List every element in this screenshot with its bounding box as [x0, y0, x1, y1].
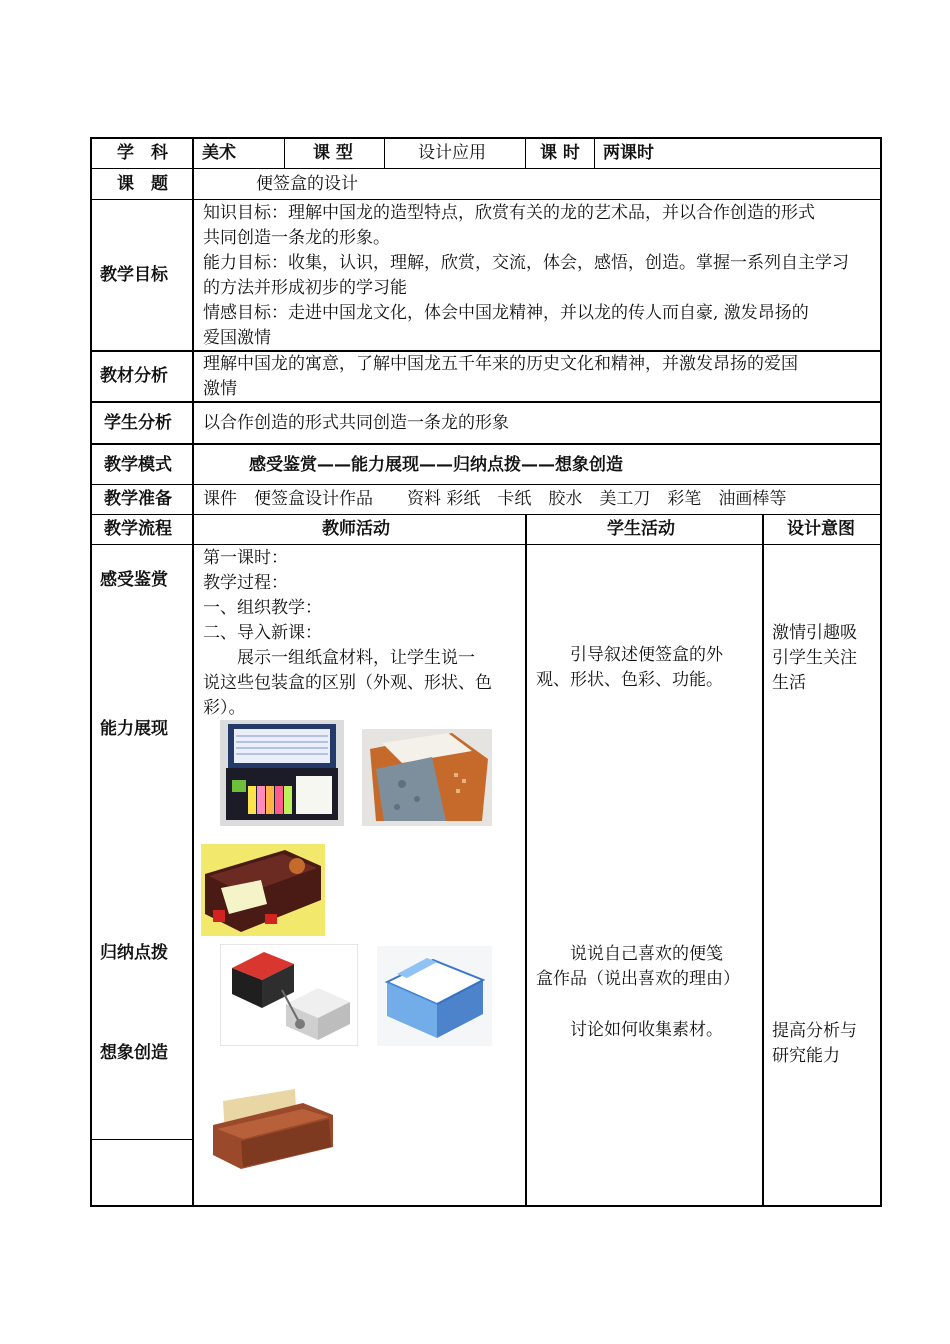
- student-activity-3: 讨论如何收集素材。: [536, 1020, 723, 1040]
- stage-label-appreciation: 感受鉴赏: [100, 570, 168, 590]
- subject-label: 学 科: [117, 143, 168, 163]
- stage-label-imagination: 想象创造: [100, 1043, 168, 1063]
- objective-knowledge-line2: 共同创造一条龙的形象。: [203, 228, 390, 248]
- column-divider: [284, 137, 285, 169]
- student-analysis-label: 学生分析: [104, 413, 172, 433]
- subject-value: 美术: [202, 143, 236, 163]
- stone-memo-box-photo: [362, 729, 492, 826]
- blue-memo-box-photo: [377, 946, 492, 1046]
- teaching-mode-label: 教学模式: [104, 455, 172, 475]
- table-border-left: [90, 137, 92, 1207]
- col-student-header: 学生活动: [607, 519, 675, 539]
- objective-knowledge-line1: 知识目标：理解中国龙的造型特点，欣赏有关的龙的艺术品，并以合作创造的形式: [203, 203, 815, 223]
- table-border-right: [880, 137, 882, 1207]
- cube-memo-box-photo: [220, 944, 358, 1046]
- lesson-type-value: 设计应用: [418, 143, 486, 163]
- col-teacher-header: 教师活动: [322, 519, 390, 539]
- lesson-type-label: 课 型: [313, 143, 353, 163]
- hours-value: 两课时: [603, 143, 654, 163]
- objectives-label: 教学目标: [100, 265, 168, 285]
- intent-1-line3: 生活: [772, 673, 806, 693]
- teacher-line: 第一课时：: [203, 548, 288, 568]
- col-intent-header: 设计意图: [787, 519, 855, 539]
- sticky-note-organizer-photo: [220, 720, 344, 826]
- row-divider: [90, 168, 882, 169]
- table-border-top: [90, 137, 882, 139]
- stage-label-summary: 归纳点拨: [100, 943, 168, 963]
- objective-ability-line1: 能力目标：收集，认识，理解，欣赏，交流，体会，感悟，创造。掌握一系列自主学习: [203, 253, 849, 273]
- topic-value: 便签盒的设计: [256, 174, 358, 194]
- student-activity-2-line1: 说说自己喜欢的便笺: [536, 944, 723, 964]
- column-divider: [594, 137, 595, 169]
- intent-1-line1: 激情引趣吸: [772, 623, 857, 643]
- material-analysis-label: 教材分析: [100, 366, 168, 386]
- stage-label-ability: 能力展现: [100, 719, 168, 739]
- column-divider: [192, 137, 194, 1207]
- student-activity-1-line2: 观、形状、色彩、功能。: [536, 670, 723, 690]
- intent-2-line1: 提高分析与: [772, 1021, 857, 1041]
- row-divider-left: [90, 1139, 193, 1140]
- row-divider: [90, 484, 882, 485]
- material-analysis-line1: 理解中国龙的寓意，了解中国龙五千年来的历史文化和精神，并激发昂扬的爱国: [203, 354, 798, 374]
- wood-memo-box-photo: [201, 844, 325, 936]
- row-divider: [90, 443, 882, 445]
- topic-label: 课 题: [117, 174, 168, 194]
- teacher-line: 二、导入新课：: [203, 623, 322, 643]
- student-activity-1-line1: 引导叙述便签盒的外: [536, 645, 723, 665]
- teaching-mode-value: 感受鉴赏——能力展现——归纳点拨——想象创造: [249, 455, 623, 475]
- card-holder-photo: [207, 1085, 338, 1173]
- student-analysis-value: 以合作创造的形式共同创造一条龙的形象: [203, 413, 509, 433]
- preparation-label: 教学准备: [104, 489, 172, 509]
- intent-1-line2: 引学生关注: [772, 648, 857, 668]
- student-activity-2-line2: 盒作品（说出喜欢的理由）: [536, 969, 740, 989]
- hours-label: 课 时: [540, 143, 580, 163]
- teacher-line: 一、组织教学：: [203, 598, 322, 618]
- teacher-line: 展示一组纸盒材料，让学生说一: [203, 648, 475, 668]
- column-divider: [525, 137, 526, 169]
- objective-emotion-line2: 爱国激情: [203, 328, 271, 348]
- objective-emotion-line1: 情感目标：走进中国龙文化，体会中国龙精神，并以龙的传人而自豪, 激发昂扬的: [203, 303, 809, 323]
- preparation-value: 课件 便签盒设计作品 资料 彩纸 卡纸 胶水 美工刀 彩笔 油画棒等: [203, 489, 787, 509]
- column-divider: [525, 514, 527, 1207]
- process-label: 教学流程: [104, 519, 172, 539]
- material-analysis-line2: 激情: [203, 379, 237, 399]
- teacher-line: 彩）。: [203, 698, 246, 718]
- teacher-line: 教学过程：: [203, 573, 288, 593]
- column-divider: [384, 137, 385, 169]
- teacher-line: 说这些包装盒的区别（外观、形状、色: [203, 673, 492, 693]
- intent-2-line2: 研究能力: [772, 1046, 840, 1066]
- row-divider: [90, 199, 882, 200]
- objective-ability-line2: 的方法并形成初步的学习能: [203, 278, 407, 298]
- column-divider: [762, 514, 764, 1207]
